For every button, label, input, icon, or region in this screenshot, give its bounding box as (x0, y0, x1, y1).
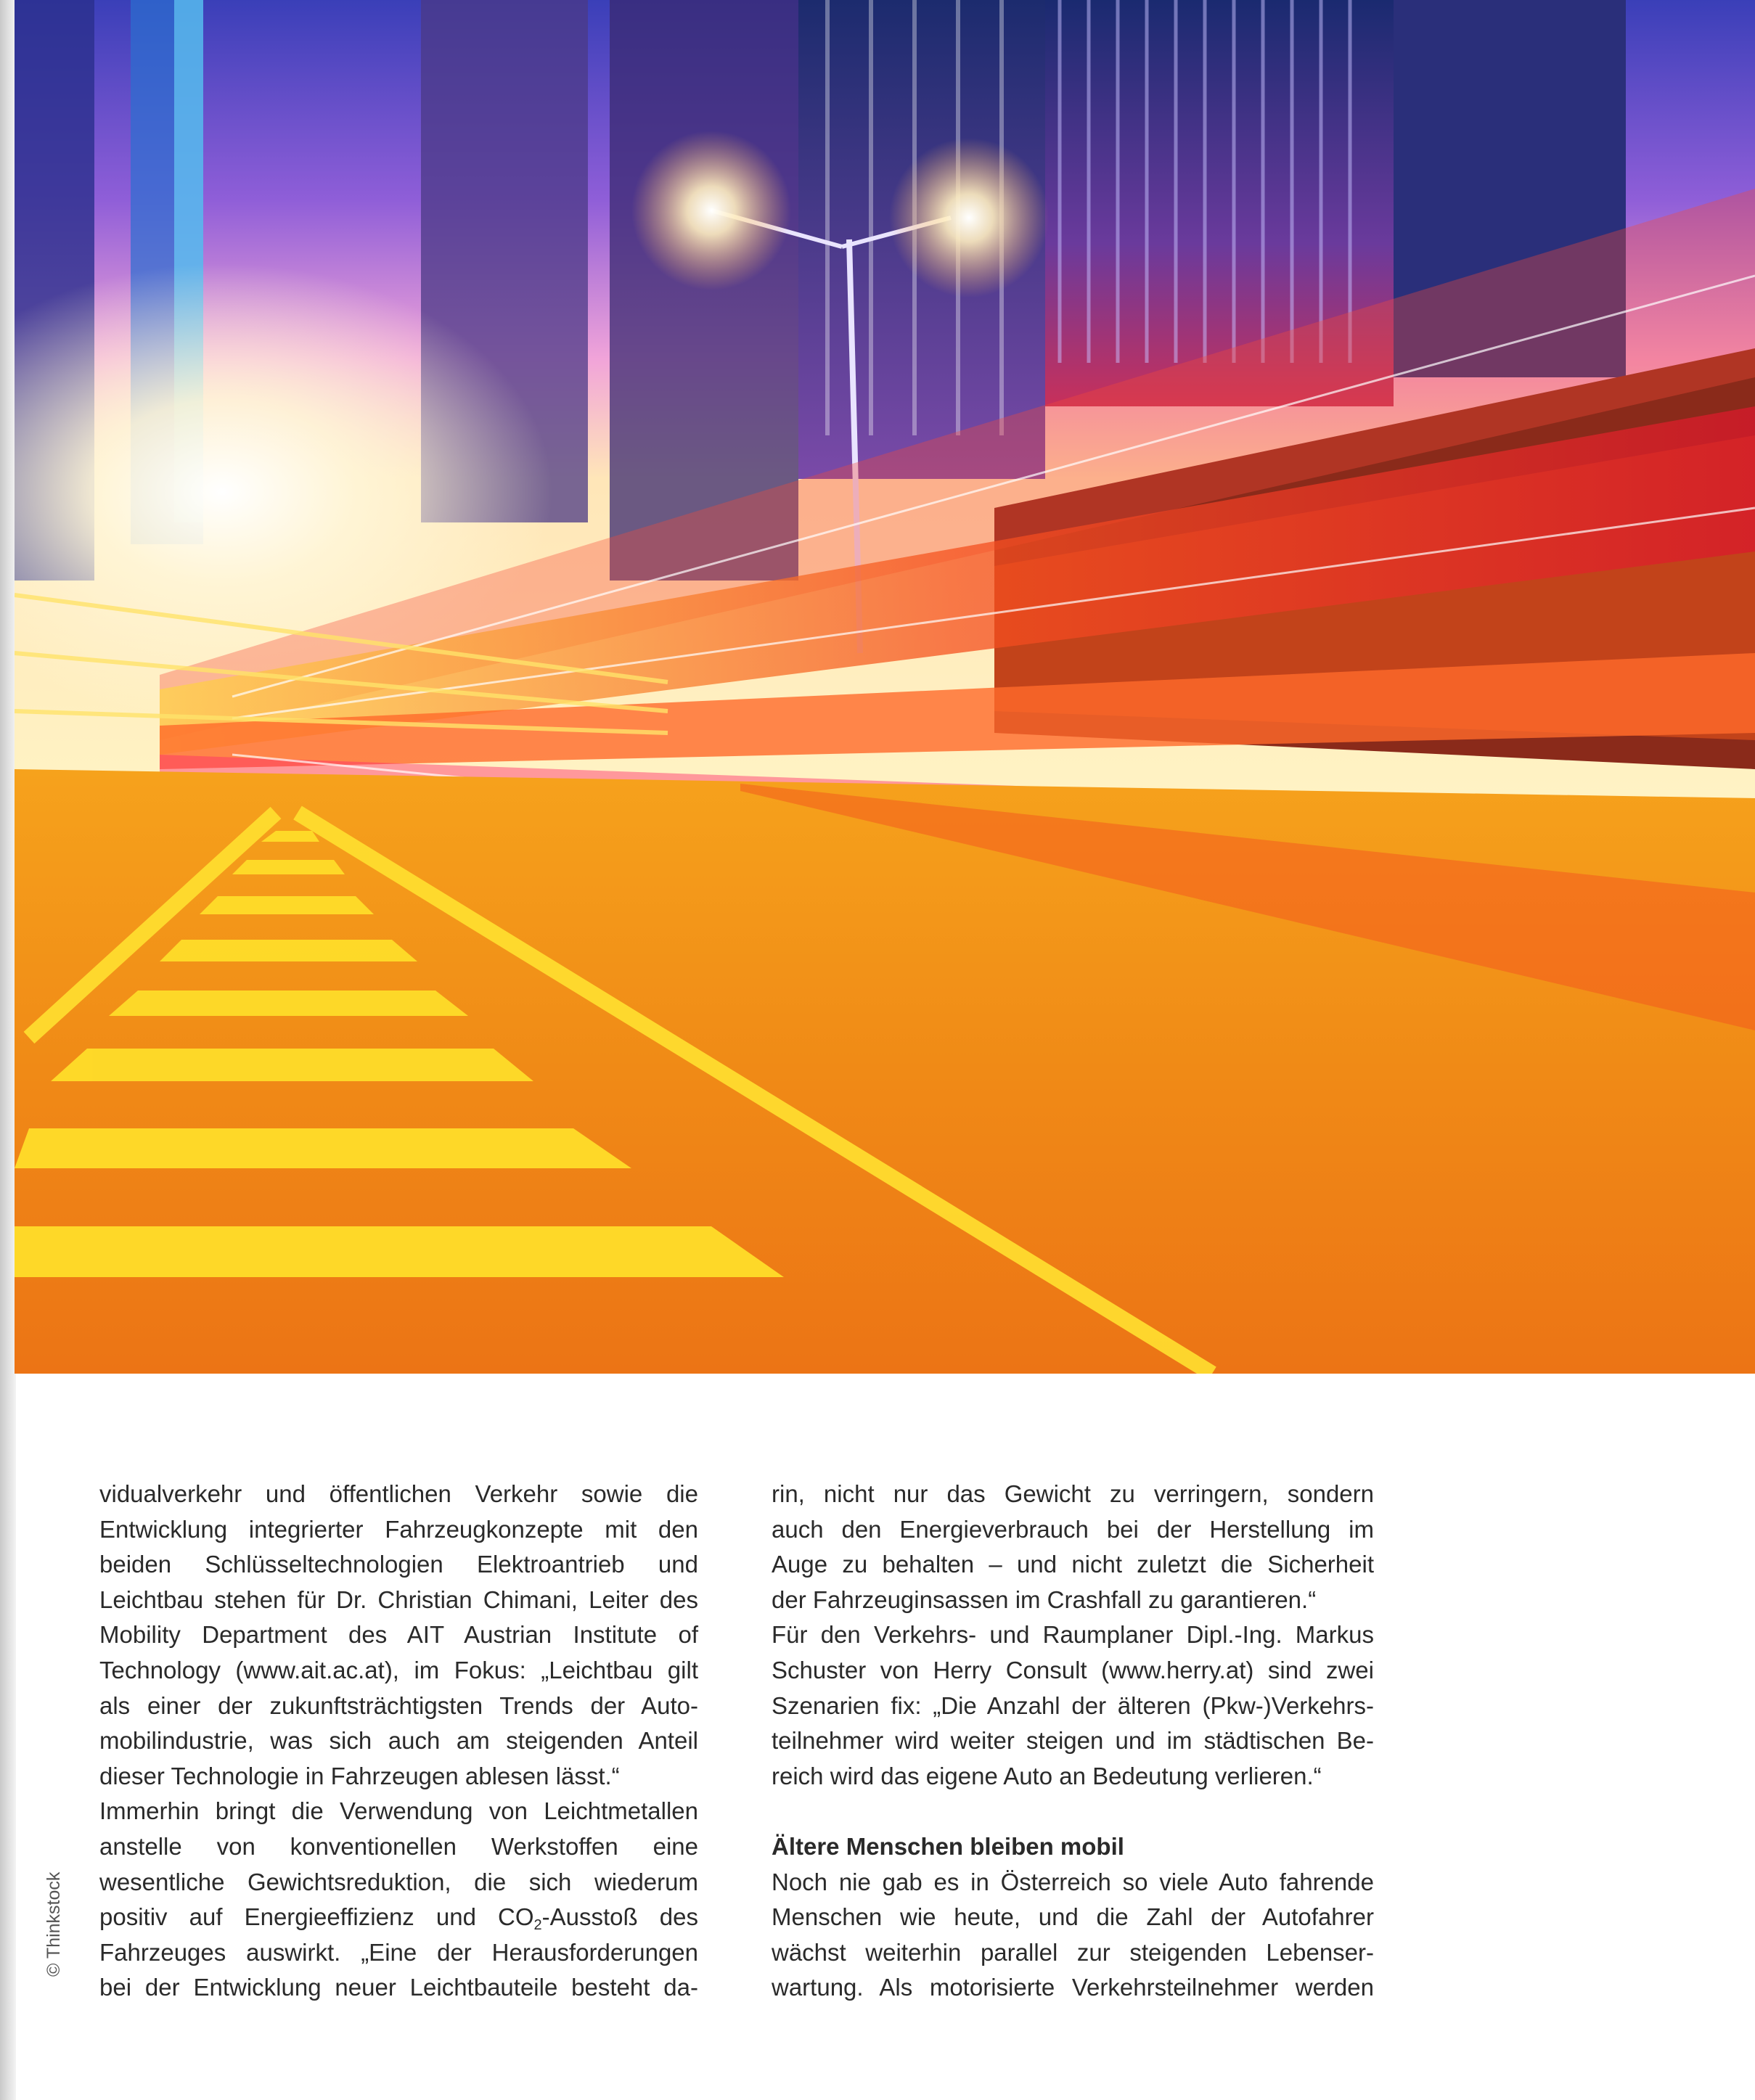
article-line: Immerhin bringt die Verwendung von Leichtmetallen (99, 1797, 698, 1825)
article-line: wesentliche Gewichtsreduktion, die sich wiederum (99, 1868, 698, 1895)
article-line-co2 (99, 1900, 698, 1935)
article-line: Menschen wie heute, und die Zahl der Autofahrer (772, 1903, 1374, 1931)
article-line: bei der Entwicklung neuer Leichtbauteile besteht da- (99, 1974, 698, 2001)
co2-text-after: -Ausstoß des (541, 1903, 698, 1931)
article-line: als einer der zukunftsträchtigsten Trends der Auto- (99, 1691, 698, 1719)
article-left-column (99, 1477, 698, 2006)
article-line: dieser Technologie in Fahrzeugen ablesen lässt.“ (99, 1762, 620, 1789)
article-line: teilnehmer wird weiter steigen und im städtischen Be- (772, 1727, 1374, 1755)
article-line: reich wird das eigene Auto an Bedeutung verlieren.“ (772, 1762, 1322, 1789)
article-line: Auge zu behalten – und nicht zuletzt die Sicherheit (772, 1551, 1374, 1578)
co2-subscript: 2 (533, 1917, 542, 1934)
article-line: Schuster von Herry Consult (www.herry.at) sind zwei (772, 1656, 1374, 1683)
page-edge (0, 0, 16, 2100)
article-line: auch den Energieverbrauch bei der Herstellung im (772, 1515, 1374, 1543)
section-heading: Ältere Menschen bleiben mobil (772, 1832, 1124, 1860)
article-line: wartung. Als motorisierte Verkehrsteilnehmer werden (772, 1974, 1374, 2001)
co2-text-before: positiv auf Energieeffizienz und CO (99, 1903, 534, 1931)
hero-photo-light-trails (15, 0, 1755, 1374)
article-line: Leichtbau stehen für Dr. Christian Chimani, Leiter des (99, 1586, 698, 1613)
article-line: wächst weiterhin parallel zur steigenden Lebenser- (772, 1938, 1374, 1966)
article-line: Fahrzeuges auswirkt. „Eine der Herausforderungen (99, 1938, 698, 1966)
article-line: anstelle von konventionellen Werkstoffen eine (99, 1832, 698, 1860)
article-line: Szenarien fix: „Die Anzahl der älteren (Pkw-)Verkehrs- (772, 1691, 1374, 1719)
paragraph-spacer (772, 1794, 1374, 1829)
article-line: beiden Schlüsseltechnologien Elektroantrieb und (99, 1551, 698, 1578)
photo-credit: © Thinkstock (44, 1871, 64, 1977)
article-line: mobilindustrie, was sich auch am steigenden Anteil (99, 1727, 698, 1755)
article-line: Noch nie gab es in Österreich so viele Auto fahrende (772, 1868, 1374, 1895)
city-light-trails-illustration (15, 0, 1755, 1374)
article-line: Entwicklung integrierter Fahrzeugkonzepte mit den (99, 1515, 698, 1543)
article-line: Technology (www.ait.ac.at), im Fokus: „Leichtbau gilt (99, 1656, 698, 1683)
article-line: Für den Verkehrs- und Raumplaner Dipl.-Ing. Markus (772, 1621, 1374, 1649)
article-line: der Fahrzeuginsassen im Crashfall zu garantieren.“ (772, 1586, 1317, 1613)
article-line: vidualverkehr und öffentlichen Verkehr sowie die (99, 1480, 698, 1507)
article-line: Mobility Department des AIT Austrian Institute of (99, 1621, 698, 1649)
article-right-column (772, 1477, 1374, 2006)
article-line: rin, nicht nur das Gewicht zu verringern, sondern (772, 1480, 1374, 1507)
